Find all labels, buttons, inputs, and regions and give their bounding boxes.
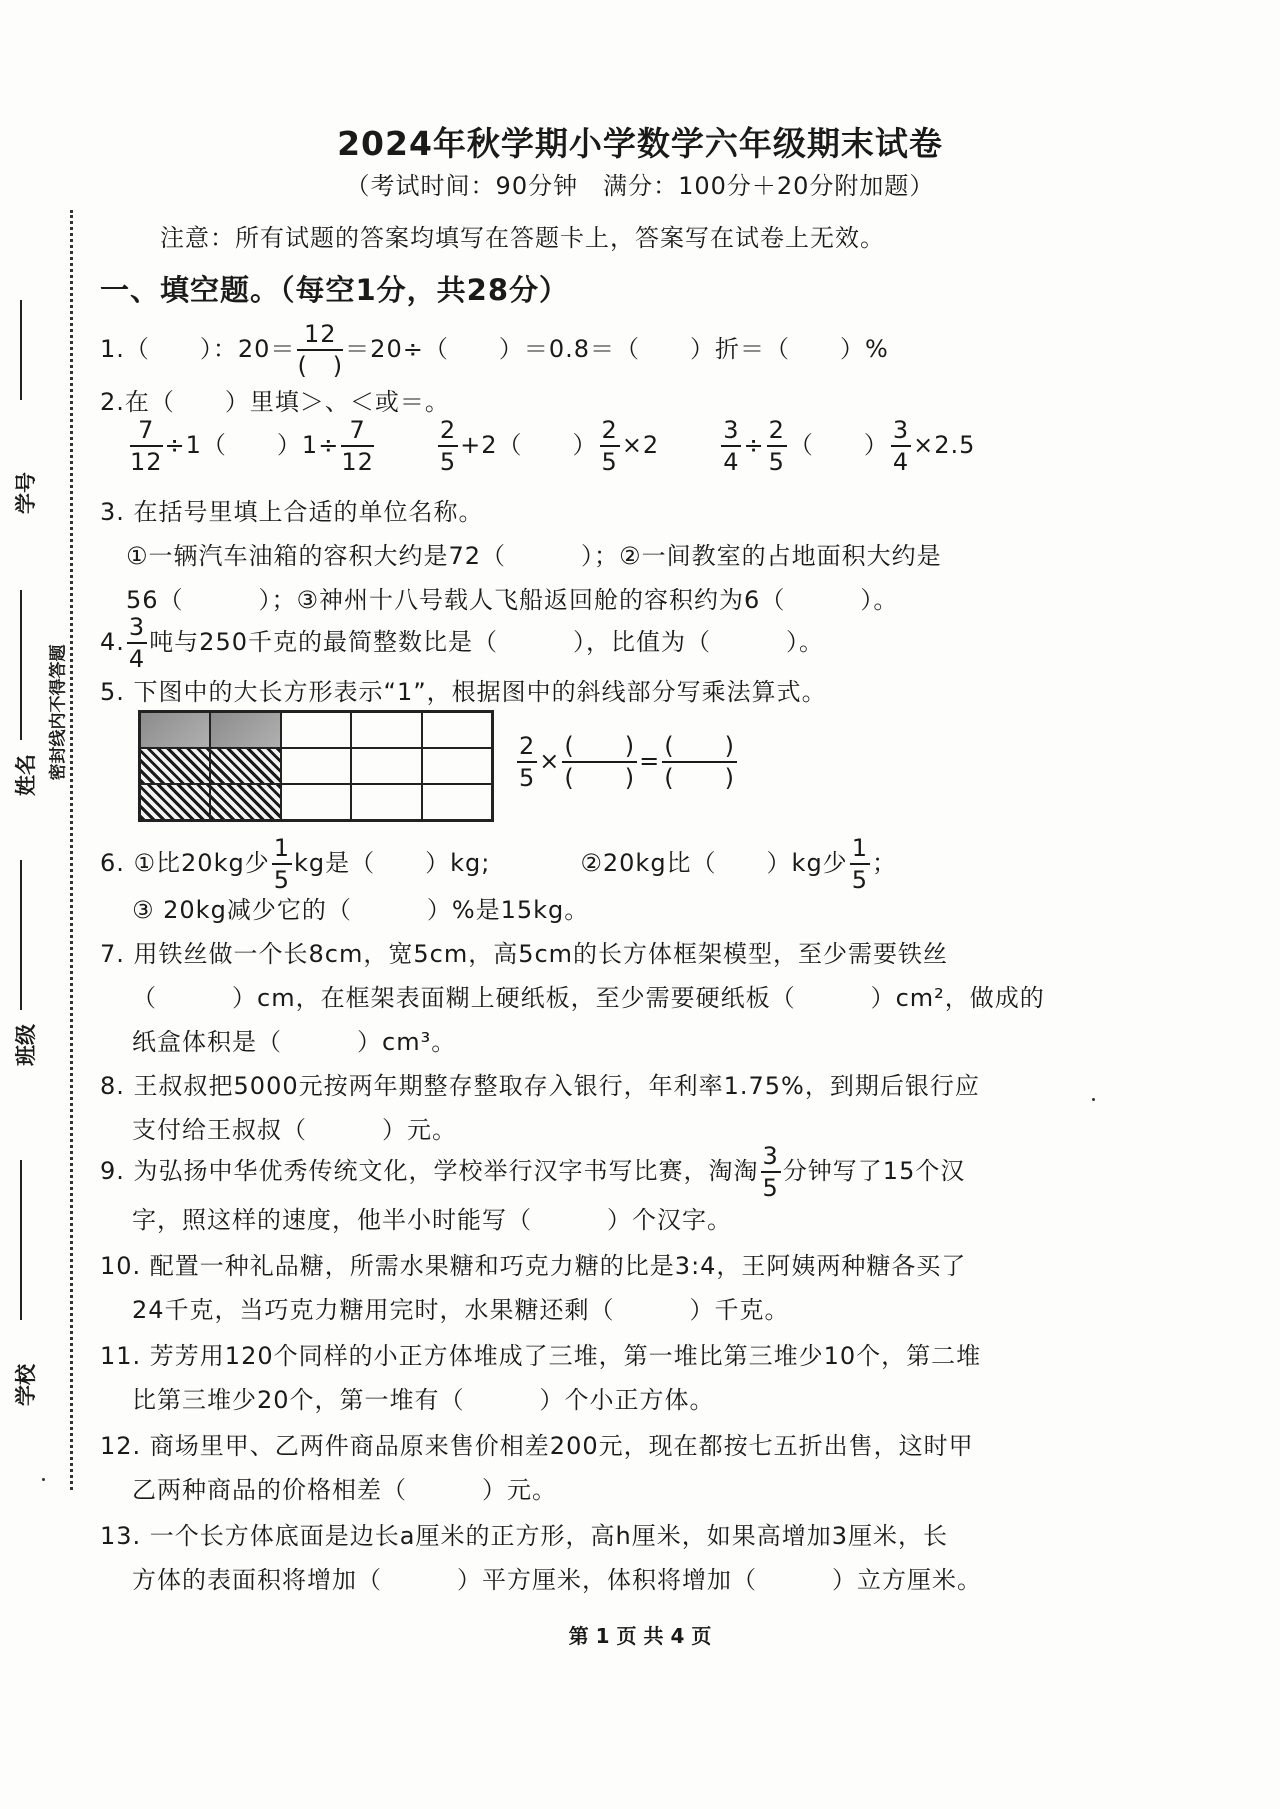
grid-cell [422,784,492,820]
name-blank [20,590,22,740]
grid-cell [422,712,492,748]
question-13: 13. 一个长方体底面是边长a厘米的正方形，高h厘米，如果高增加3厘米，长 [100,1522,948,1550]
question-5-expression: $\frac{2}{5}$ × $\frac{( )}{( )}$ = $\frac{( )}{( )}$ [519,732,735,792]
question-3-line-3: 56（ ）；③神州十八号载人飞船返回舱的容积约为6（ ）。 [126,586,899,614]
grid-cell-hatched [210,784,280,820]
question-9-line-2: 字，照这样的速度，他半小时能写（ ）个汉字。 [132,1206,732,1234]
question-10-line-2: 24千克，当巧克力糖用完时，水果糖还剩（ ）千克。 [132,1296,790,1324]
grid-cell [210,712,280,748]
question-11: 11. 芳芳用120个同样的小正方体堆成了三堆，第一堆比第三堆少10个，第二堆 [100,1342,982,1370]
speck [42,1478,45,1481]
exam-notice: 注意：所有试题的答案均填写在答题卡上，答案写在试卷上无效。 [160,224,885,252]
question-10: 10. 配置一种礼品糖，所需水果糖和巧克力糖的比是3:4，王阿姨两种糖各买了 [100,1252,967,1280]
grid-cell-hatched [210,748,280,784]
hatched-rectangle-diagram [138,710,494,822]
grid-cell [351,784,421,820]
question-3: 3. 在括号里填上合适的单位名称。 [100,498,484,526]
name-label: 姓名 [14,754,38,796]
school-blank [20,1160,22,1320]
question-8: 8. 王叔叔把5000元按两年期整存整取存入银行，年利率1.75%，到期后银行应 [100,1072,980,1100]
grid-cell-hatched [140,748,210,784]
grid-cell [422,748,492,784]
class-blank [20,860,22,1010]
student-id-blank [20,300,22,400]
grid-cell [281,784,351,820]
class-label: 班级 [14,1024,38,1066]
question-8-line-2: 支付给王叔叔（ ）元。 [132,1116,457,1144]
exam-subtitle: （考试时间：90分钟 满分：100分＋20分附加题） [345,172,935,200]
question-7-line-3: 纸盒体积是（ ）cm³。 [132,1028,457,1056]
seal-warning: 密封线内不得答题 [48,644,69,781]
fraction: $\frac{12}{( )}$ [297,320,344,380]
question-5: 5. 下图中的大长方形表示“1”，根据图中的斜线部分写乘法算式。 [100,678,827,706]
page-number: 第 1 页 共 4 页 [568,1624,712,1648]
question-4: 4. $\frac{3}{4}$ 吨与250千克的最简整数比是（ ），比值为（ ）。 [100,613,824,673]
grid-cell-hatched [140,784,210,820]
question-13-line-2: 方体的表面积将增加（ ）平方厘米，体积将增加（ ）立方厘米。 [132,1566,982,1594]
school-label: 学校 [14,1364,38,1406]
question-2: 2.在（ ）里填＞、＜或＝。 [100,388,450,416]
grid-cell [281,748,351,784]
grid-cell [351,748,421,784]
grid-cell [281,712,351,748]
grid-cell [140,712,210,748]
section-heading: 一、填空题。（每空1分，共28分） [100,273,570,307]
seal-dotted-line [70,210,73,1490]
question-6-line-2: ③ 20kg减少它的（ ）%是15kg。 [132,896,590,924]
exam-title: 2024年秋学期小学数学六年级期末试卷 [337,124,943,163]
question-3-line-2: ①一辆汽车油箱的容积大约是72（ ）；②一间教室的占地面积大约是 [126,542,942,570]
question-7: 7. 用铁丝做一个长8cm，宽5cm，高5cm的长方体框架模型，至少需要铁丝 [100,940,949,968]
question-7-line-2: （ ）cm，在框架表面糊上硬纸板，至少需要硬纸板（ ）cm²，做成的 [132,984,1045,1012]
grid-cell [351,712,421,748]
question-12-line-2: 乙两种商品的价格相差（ ）元。 [132,1476,557,1504]
speck [1092,1098,1095,1101]
question-6: 6. ①比20kg少 $\frac{1}{5}$ kg是（ ）kg; ②20kg比（ ）kg少 $\frac{1}{5}$ ； [100,834,897,894]
question-9: 9. 为弘扬中华优秀传统文化，学校举行汉字书写比赛，淘淘 $\frac{3}{5}$ 分钟写了15个汉 [100,1142,966,1202]
question-1: 1.（ ）：20＝ $\frac{12}{( )}$ ＝20÷（ ）＝0.8＝（ ）折＝（ ）% [100,320,889,380]
question-11-line-2: 比第三堆少20个，第一堆有（ ）个小正方体。 [132,1386,715,1414]
question-12: 12. 商场里甲、乙两件商品原来售价相差200元，现在都按七五折出售，这时甲 [100,1432,974,1460]
student-id-label: 学号 [14,472,38,514]
question-2-comparisons: $\frac{7}{12}$ ÷1（ ）1÷ $\frac{7}{12}$ $\frac{2}{5}$ +2（ ） $\frac{2}{5}$ ×2 $\frac{3}{4}$ ÷ $\frac{2}{5}$ （ ） $\frac{3}{4}$ ×2.5 [130,416,976,476]
